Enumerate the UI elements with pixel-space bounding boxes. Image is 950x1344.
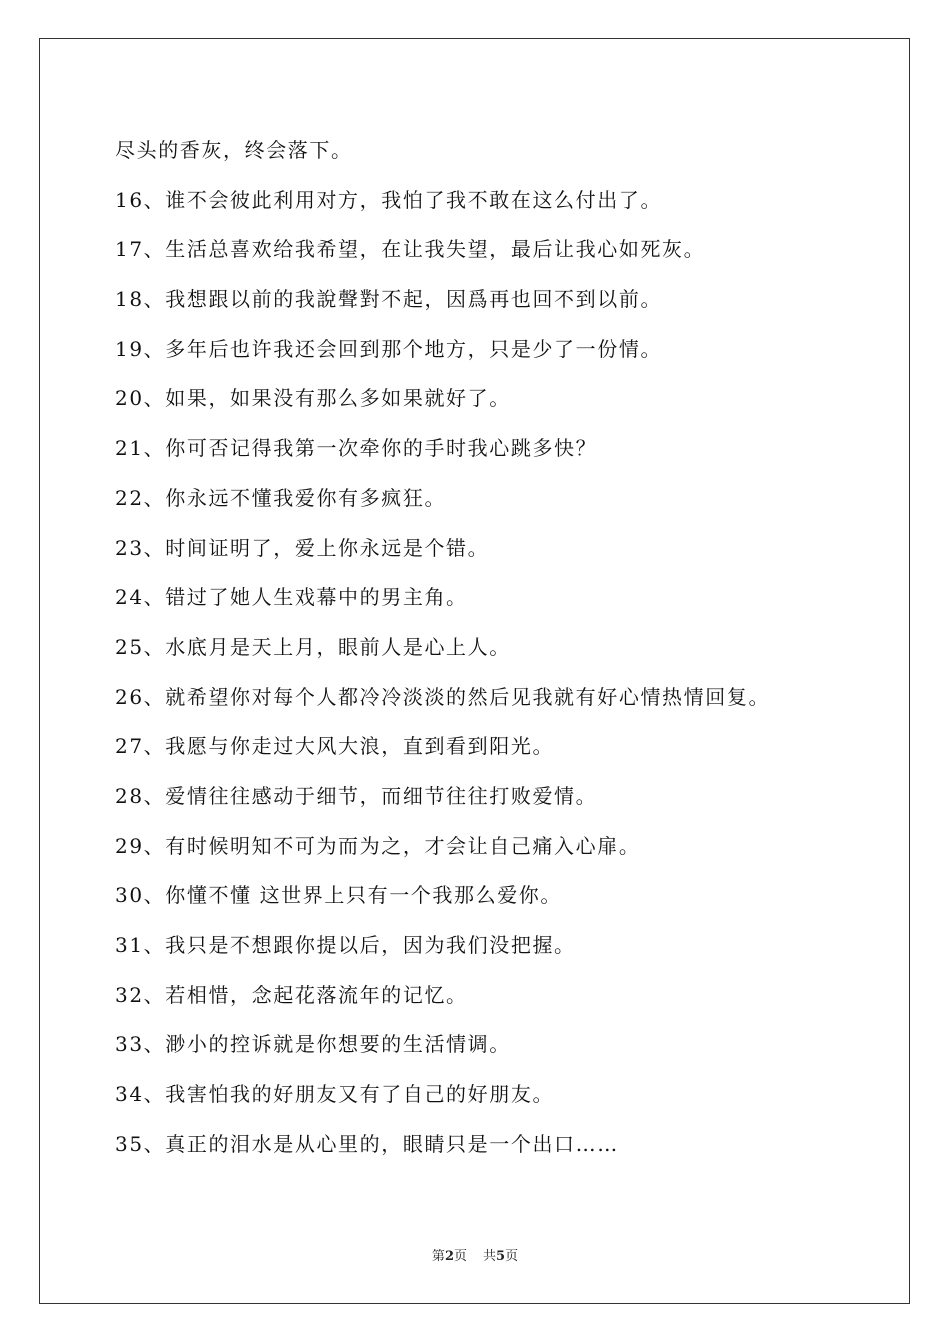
- page-footer: [0, 1245, 950, 1264]
- text-line: 26、就希望你对每个人都冷冷淡淡的然后见我就有好心情热情回复。: [115, 684, 771, 709]
- page-number-label: [432, 1249, 467, 1264]
- text-line: 22、你永远不懂我爱你有多疯狂。: [115, 485, 447, 510]
- text-line: 20、如果，如果没有那么多如果就好了。: [115, 386, 511, 411]
- text-line: 21、你可否记得我第一次牵你的手时我心跳多快？: [115, 436, 598, 461]
- total-pages-label: [483, 1249, 518, 1264]
- text-line: 尽头的香灰，终会落下。: [115, 138, 353, 162]
- text-line: 35、真正的泪水是从心里的，眼睛只是一个出口……: [115, 1131, 619, 1156]
- text-line: 16、谁不会彼此利用对方，我怕了我不敢在这么付出了。: [115, 187, 663, 212]
- text-line: 32、若相惜，念起花落流年的记忆。: [115, 982, 468, 1007]
- text-line: 25、水底月是天上月，眼前人是心上人。: [115, 634, 511, 659]
- text-line: 34、我害怕我的好朋友又有了自己的好朋友。: [115, 1082, 555, 1107]
- text-line: 24、错过了她人生戏幕中的男主角。: [115, 585, 468, 610]
- text-line: 19、多年后也许我还会回到那个地方，只是少了一份情。: [115, 336, 663, 361]
- text-line: 31、我只是不想跟你提以后，因为我们没把握。: [115, 933, 576, 957]
- text-line: 28、爱情往往感动于细节，而细节往往打败爱情。: [115, 783, 598, 808]
- text-body: [115, 130, 845, 1173]
- text-line: 27、我愿与你走过大风大浪，直到看到阳光。: [115, 734, 555, 759]
- total-pages: 5: [496, 1249, 506, 1264]
- text-line: 29、有时候明知不可为而为之，才会让自己痛入心扉。: [115, 833, 641, 858]
- page-prefix: 第: [431, 1249, 445, 1264]
- total-prefix: 共: [483, 1249, 497, 1264]
- page-number: 2: [444, 1249, 454, 1264]
- page-suffix: 页: [453, 1249, 467, 1264]
- text-line: 30、你懂不懂 这世界上只有一个我那么爱你。: [115, 883, 563, 908]
- text-line: 23、时间证明了，爱上你永远是个错。: [115, 535, 490, 560]
- text-line: 18、我想跟以前的我說聲對不起，因爲再也回不到以前。: [115, 287, 663, 312]
- text-line: 17、生活总喜欢给我希望，在让我失望，最后让我心如死灰。: [115, 237, 706, 262]
- text-line: 33、渺小的控诉就是你想要的生活情调。: [115, 1032, 511, 1057]
- total-suffix: 页: [505, 1249, 519, 1264]
